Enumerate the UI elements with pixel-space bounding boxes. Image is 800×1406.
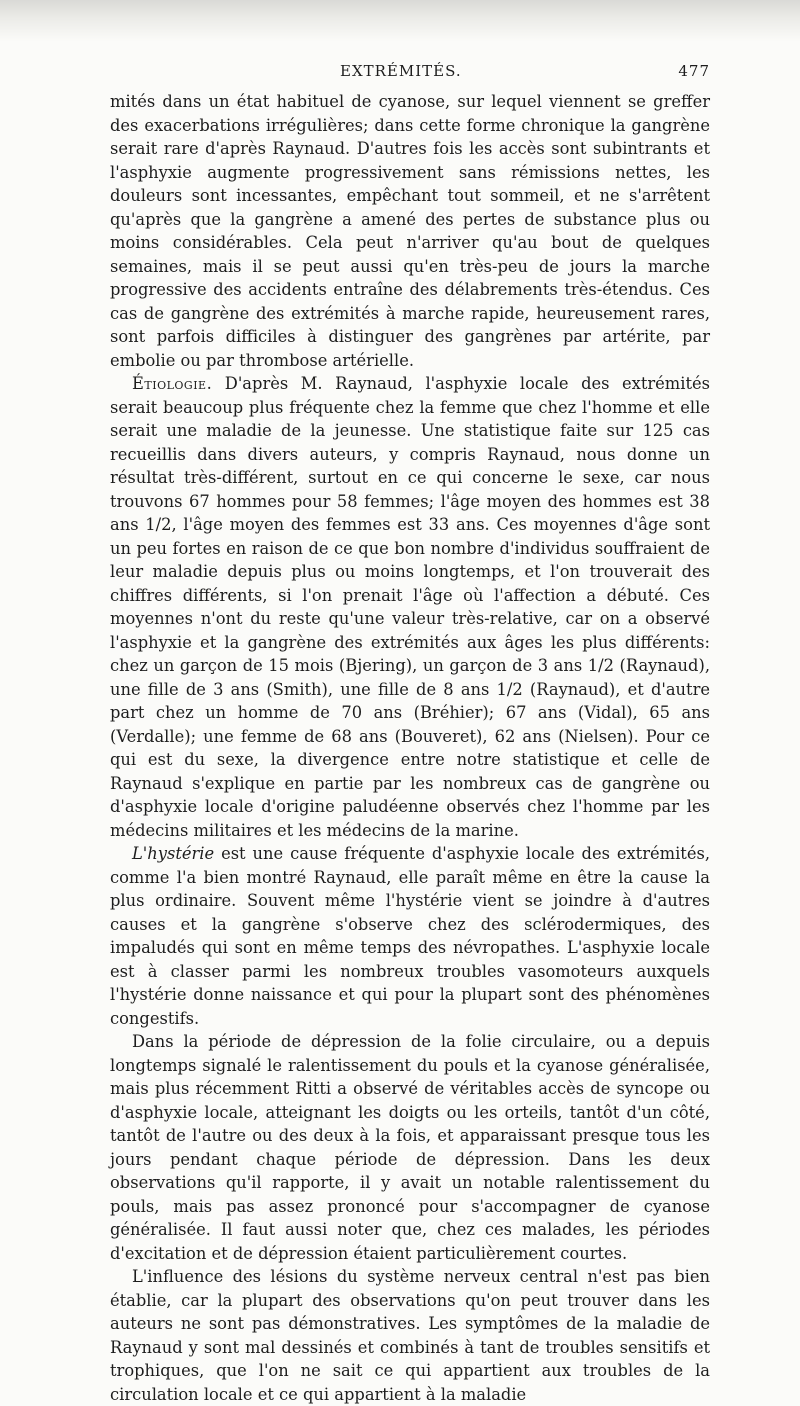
paragraph-etiologie	[110, 372, 710, 842]
section-lead-etiologie: Étiologie.	[132, 374, 213, 393]
paragraph-hysterie-text: est une cause fréquente d'asphyxie locale des extrémités, comme l'a bien montré Raynaud, elle paraît même en être la cause la plus ordinaire. Souvent même l'hystérie vient se joindre à d'autres causes et la gangrène s'observe chez des sclérodermiques, des impaludés qui sont en même temps des névropathes. L'asphyxie locale est à classer parmi les nombreux troubles vasomoteurs auxquels l'hystérie donne naissance et qui pour la plupart sont des phénomènes congestifs.	[110, 844, 710, 1028]
scan-edge-shadow	[0, 0, 800, 42]
paragraph-hysterie	[110, 842, 710, 1030]
body-text	[110, 90, 710, 1406]
running-header	[110, 62, 710, 86]
paragraph-folie-circulaire: Dans la période de dépression de la folie circulaire, ou a depuis longtemps signalé le ralentissement du pouls et la cyanose généralisée, mais plus récemment Ritti a observé de véritables accès de syncope ou d'asphyxie locale, atteignant les doigts ou les orteils, tantôt d'un côté, tantôt de l'autre ou des deux à la fois, et apparaissant presque tous les jours pendant chaque période de dépression. Dans les deux observations qu'il rapporte, il y avait un notable ralentissement du pouls, mais pas assez prononcé pour s'accompagner de cyanose généralisée. Il faut aussi noter que, chez ces malades, les périodes d'excitation et de dépression étaient particulièrement courtes.	[110, 1032, 710, 1263]
paragraph-continued: mités dans un état habituel de cyanose, sur lequel viennent se greffer des exacerbations irrégulières; dans cette forme chronique la gangrène serait rare d'après Raynaud. D'autres fois les accès sont subintrants et l'asphyxie augmente progressivement sans rémissions nettes, les douleurs sont incessantes, empêchant tout sommeil, et ne s'arrêtent qu'après que la gangrène a amené des pertes de substance plus ou moins considérables. Cela peut n'arriver qu'au bout de quelques semaines, mais il se peut aussi qu'en très-peu de jours la marche progressive des accidents entraîne des délabrements très-étendus. Ces cas de gangrène des extrémités à marche rapide, heureusement rares, sont parfois difficiles à distinguer des gangrènes par artérite, par embolie ou par thrombose artérielle.	[110, 92, 710, 370]
paragraph-systeme-nerveux: L'influence des lésions du système nerveux central n'est pas bien établie, car la plupart des observations qu'on peut trouver dans les auteurs ne sont pas démonstratives. Les symptômes de la maladie de Raynaud y sont mal dessinés et combinés à tant de troubles sensitifs et trophiques, que l'on ne sait ce qui appartient aux troubles de la circulation locale et ce qui appartient à la maladie	[110, 1267, 710, 1404]
running-title: EXTRÉMITÉS.	[340, 62, 462, 80]
paragraph-etiologie-text: D'après M. Raynaud, l'asphyxie locale des extrémités serait beaucoup plus fréquente chez la femme que chez l'homme et elle serait une maladie de la jeunesse. Une statistique faite sur 125 cas recueillis dans divers auteurs, y compris Raynaud, nous donne un résultat très-différent, surtout en ce qui concerne le sexe, car nous trouvons 67 hommes pour 58 femmes; l'âge moyen des hommes est 38 ans 1/2, l'âge moyen des femmes est 33 ans. Ces moyennes d'âge sont un peu fortes en raison de ce que bon nombre d'individus souffraient de leur maladie depuis plus ou moins longtemps, et l'on trouverait des chiffres différents, si l'on prenait l'âge où l'affection a débuté. Ces moyennes n'ont du reste qu'une valeur très-relative, car on a observé l'asphyxie et la gangrène des extrémités aux âges les plus différents: chez un garçon de 15 mois (Bjering), un garçon de 3 ans 1/2 (Raynaud), une fille de 3 ans (Smith), une fille de 8 ans 1/2 (Raynaud), et d'autre part chez un homme de 70 ans (Bréhier); 67 ans (Vidal), 65 ans (Verdalle); une femme de 68 ans (Bouveret), 62 ans (Nielsen). Pour ce qui est du sexe, la divergence entre notre statistique et celle de Raynaud s'explique en partie par les nombreux cas de gangrène ou d'asphyxie locale d'origine paludéenne observés chez l'homme par les médecins militaires et les médecins de la marine.	[110, 374, 710, 840]
lead-hysterie: L'hystérie	[132, 844, 215, 863]
page-number: 477	[678, 62, 710, 80]
